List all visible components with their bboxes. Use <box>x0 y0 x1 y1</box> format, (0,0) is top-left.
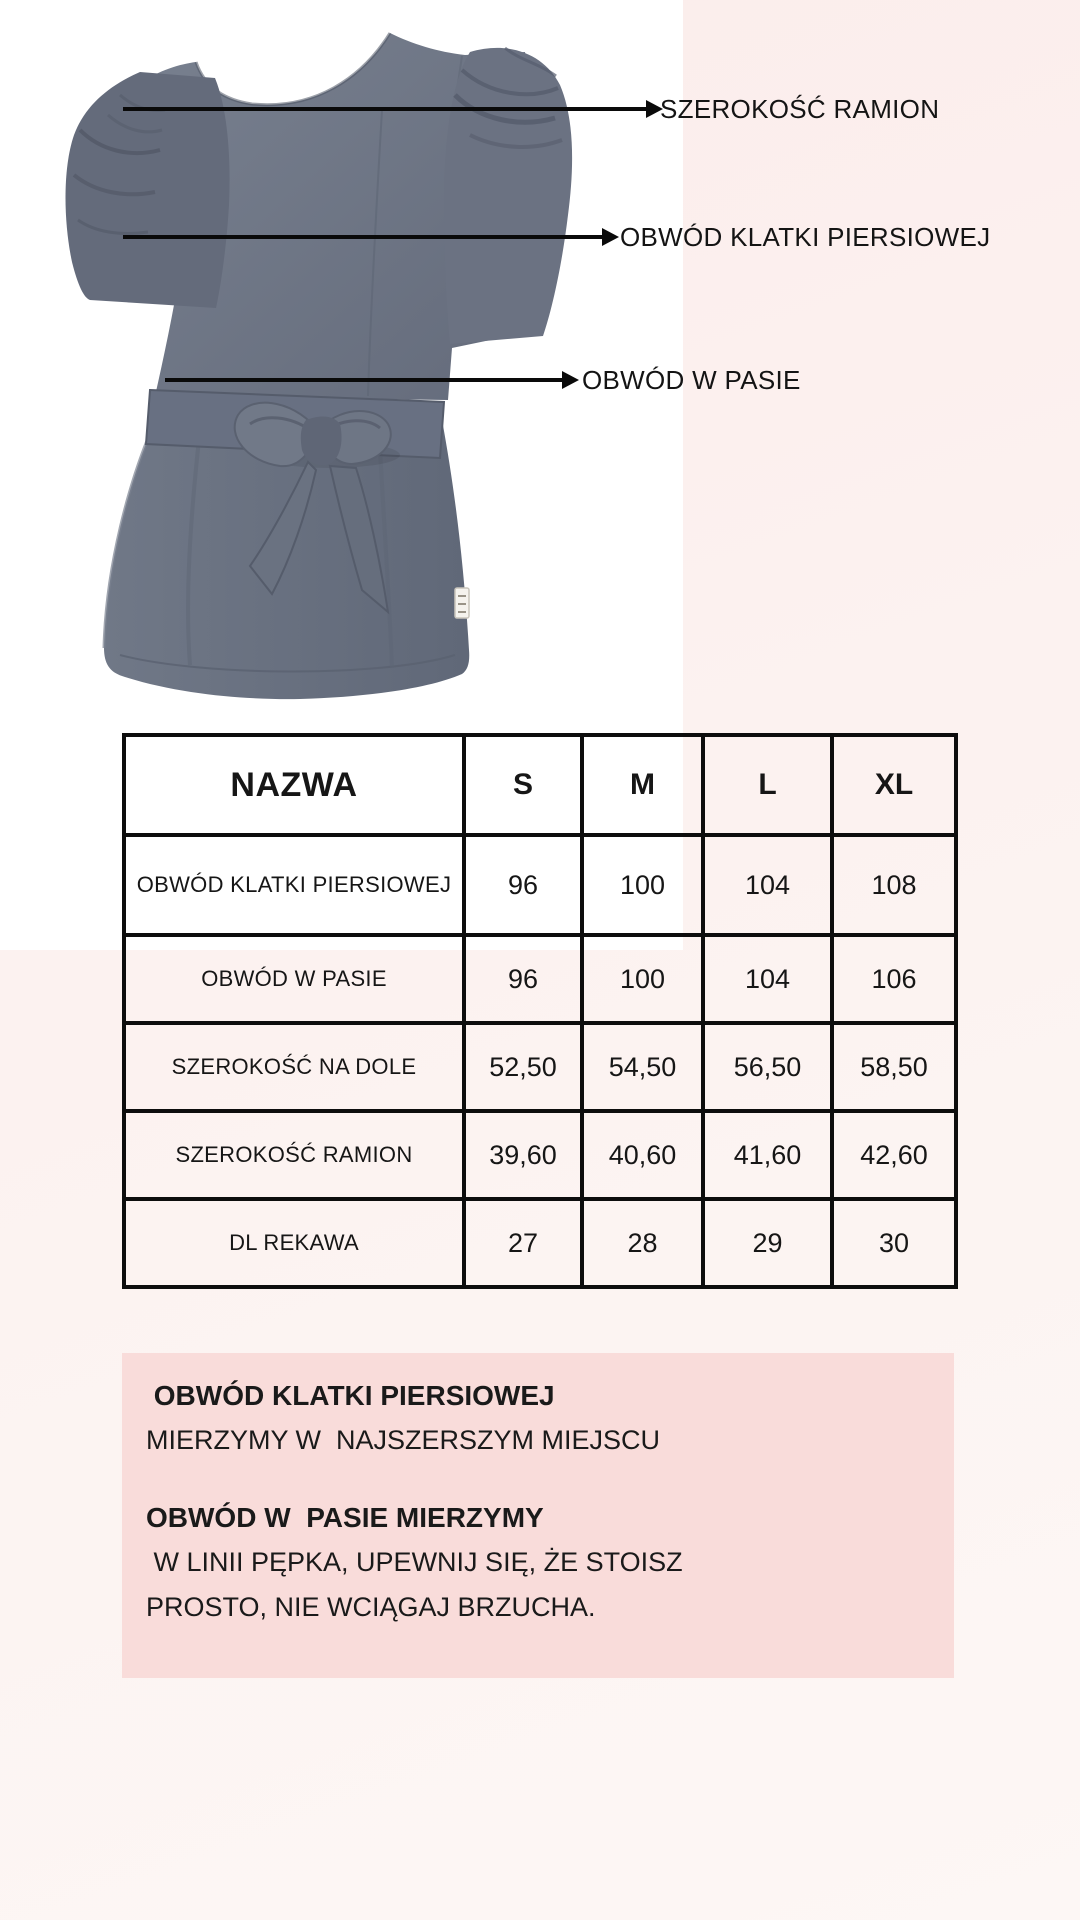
info-chest-title: OBWÓD KLATKI PIERSIOWEJ <box>146 1380 555 1411</box>
table-value-cell: 104 <box>703 935 832 1023</box>
table-value-cell: 58,50 <box>832 1023 956 1111</box>
measure-label-shoulder: SZEROKOŚĆ RAMION <box>660 94 940 124</box>
table-header-size-xl: XL <box>832 735 956 835</box>
table-value-cell: 27 <box>464 1199 582 1287</box>
arrow-line <box>123 235 606 239</box>
table-header-size-l: L <box>703 735 832 835</box>
table-row-label: SZEROKOŚĆ NA DOLE <box>124 1023 464 1111</box>
table-value-cell: 30 <box>832 1199 956 1287</box>
table-row <box>124 1199 956 1287</box>
table-value-cell: 52,50 <box>464 1023 582 1111</box>
table-value-cell: 29 <box>703 1199 832 1287</box>
table-header-row <box>124 735 956 835</box>
table-row <box>124 935 956 1023</box>
measuring-info-box <box>122 1353 954 1678</box>
table-row-label: OBWÓD W PASIE <box>124 935 464 1023</box>
info-waist-title: OBWÓD W PASIE MIERZYMY <box>146 1502 544 1533</box>
table-row-label: DL REKAWA <box>124 1199 464 1287</box>
table-value-cell: 96 <box>464 835 582 935</box>
arrow-head-icon <box>562 371 579 389</box>
table-value-cell: 54,50 <box>582 1023 703 1111</box>
info-waist-text-line2: PROSTO, NIE WCIĄGAJ BRZUCHA. <box>146 1592 596 1622</box>
info-chest-text: MIERZYMY W NAJSZERSZYM MIEJSCU <box>146 1425 661 1455</box>
size-table <box>122 733 958 1289</box>
arrow-line <box>123 107 650 111</box>
table-value-cell: 39,60 <box>464 1111 582 1199</box>
table-value-cell: 100 <box>582 935 703 1023</box>
table-row <box>124 835 956 935</box>
table-value-cell: 100 <box>582 835 703 935</box>
table-value-cell: 42,60 <box>832 1111 956 1199</box>
table-row-label: SZEROKOŚĆ RAMION <box>124 1111 464 1199</box>
table-value-cell: 106 <box>832 935 956 1023</box>
arrow-line <box>165 378 566 382</box>
table-value-cell: 28 <box>582 1199 703 1287</box>
info-waist-text-line1: W LINII PĘPKA, UPEWNIJ SIĘ, ŻE STOISZ <box>146 1547 683 1577</box>
table-row <box>124 1023 956 1111</box>
table-row <box>124 1111 956 1199</box>
measure-label-chest: OBWÓD KLATKI PIERSIOWEJ <box>620 222 991 252</box>
table-value-cell: 56,50 <box>703 1023 832 1111</box>
table-value-cell: 40,60 <box>582 1111 703 1199</box>
table-header-name: NAZWA <box>124 735 464 835</box>
info-paragraph-gap <box>146 1463 930 1495</box>
table-header-size-s: S <box>464 735 582 835</box>
table-header-size-m: M <box>582 735 703 835</box>
table-value-cell: 108 <box>832 835 956 935</box>
measure-label-waist: OBWÓD W PASIE <box>582 365 801 395</box>
table-row-label: OBWÓD KLATKI PIERSIOWEJ <box>124 835 464 935</box>
arrow-head-icon <box>602 228 619 246</box>
table-value-cell: 41,60 <box>703 1111 832 1199</box>
table-value-cell: 96 <box>464 935 582 1023</box>
table-value-cell: 104 <box>703 835 832 935</box>
